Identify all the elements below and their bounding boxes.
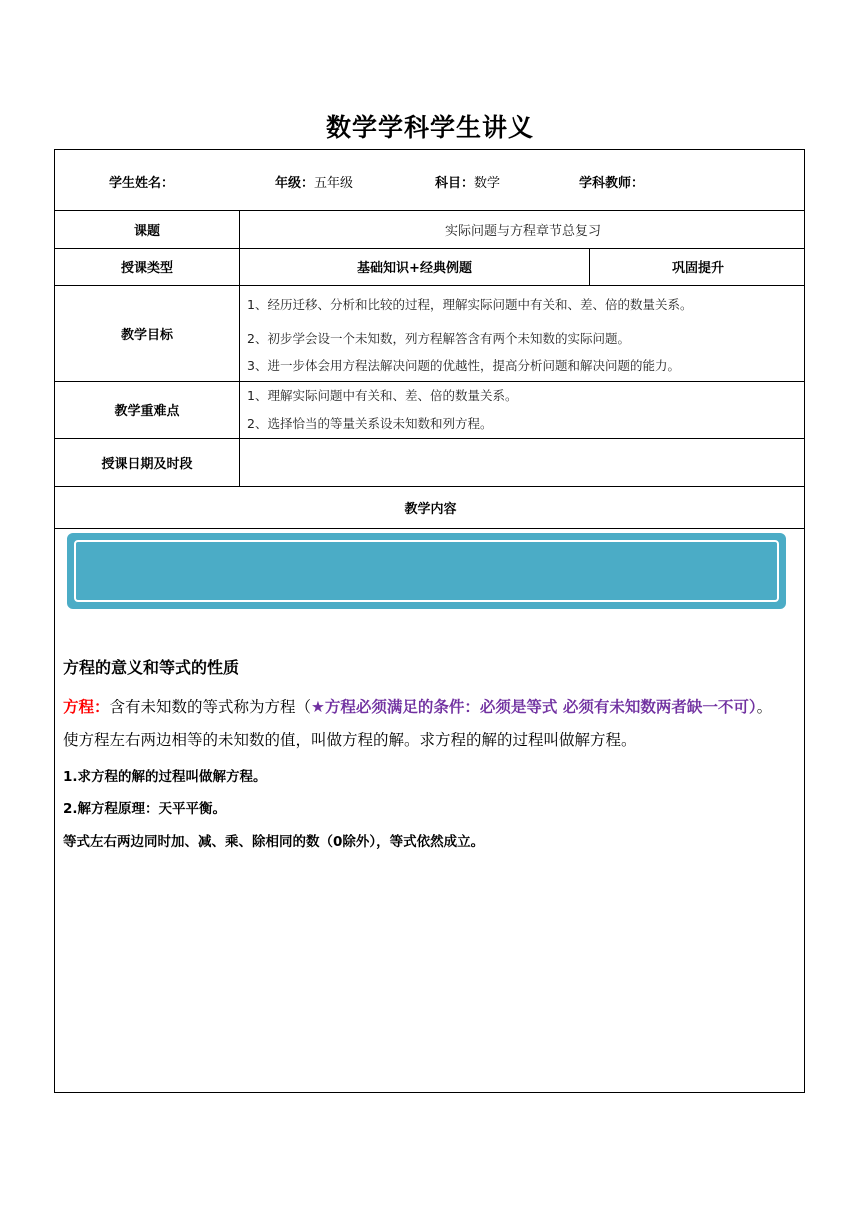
teacher-label: 学科教师： (579, 176, 645, 191)
point-item: 2.解方程原理：天平平衡。 (63, 801, 227, 817)
definition-paragraph (63, 695, 772, 717)
definition-note: ★方程必须满足的条件：必须是等式 必须有未知数两者缺一不可） (311, 698, 757, 716)
topic-label: 课题 (133, 223, 160, 239)
point-item: 1.求方程的解的过程叫做解方程。 (63, 769, 267, 785)
section-title: 方程的意义和等式的性质 (63, 658, 240, 677)
subject-value: 数学 (474, 176, 501, 191)
lesson-type-basic: 基础知识+经典例题 (357, 261, 472, 276)
grade-label: 年级： (275, 176, 315, 191)
student-name-label: 学生姓名： (109, 176, 175, 191)
definition-term: 方程： (63, 698, 110, 716)
goal-item: 1、经历迁移、分析和比较的过程，理解实际问题中有关和、差、倍的数量关系。 (247, 297, 693, 312)
key-point-item: 2、选择恰当的等量关系设未知数和列方程。 (247, 416, 493, 431)
lesson-type-advanced: 巩固提升 (671, 261, 724, 276)
banner-inner-border (74, 540, 779, 602)
document-title: 数学学科学生讲义 (325, 113, 534, 142)
definition-text: 含有未知数的等式称为方程（ (109, 698, 312, 716)
grade-field (275, 172, 353, 191)
lesson-type-label: 授课类型 (120, 261, 173, 276)
key-points-label: 教学重难点 (114, 404, 180, 419)
topic-value: 实际问题与方程章节总复习 (444, 223, 601, 239)
section-banner (67, 533, 786, 609)
grade-value: 五年级 (314, 176, 354, 191)
goal-item: 3、进一步体会用方程法解决问题的优越性，提高分析问题和解决问题的能力。 (247, 358, 680, 373)
goals-label: 教学目标 (120, 327, 173, 343)
point-item: 等式左右两边同时加、减、乘、除相同的数（0除外），等式依然成立。 (63, 834, 485, 850)
row-divider (55, 528, 804, 529)
subject-label: 科目： (435, 176, 475, 191)
key-point-item: 1、理解实际问题中有关和、差、倍的数量关系。 (247, 388, 518, 403)
solution-paragraph: 使方程左右两边相等的未知数的值，叫做方程的解。求方程的解的过程叫做解方程。 (63, 731, 637, 749)
definition-end: 。 (756, 698, 773, 716)
subject-field (435, 172, 500, 191)
date-label: 授课日期及时段 (101, 456, 193, 472)
content-header: 教学内容 (404, 501, 457, 517)
goal-item: 2、初步学会设一个未知数，列方程解答含有两个未知数的实际问题。 (247, 331, 630, 346)
handout-table (54, 149, 805, 1093)
